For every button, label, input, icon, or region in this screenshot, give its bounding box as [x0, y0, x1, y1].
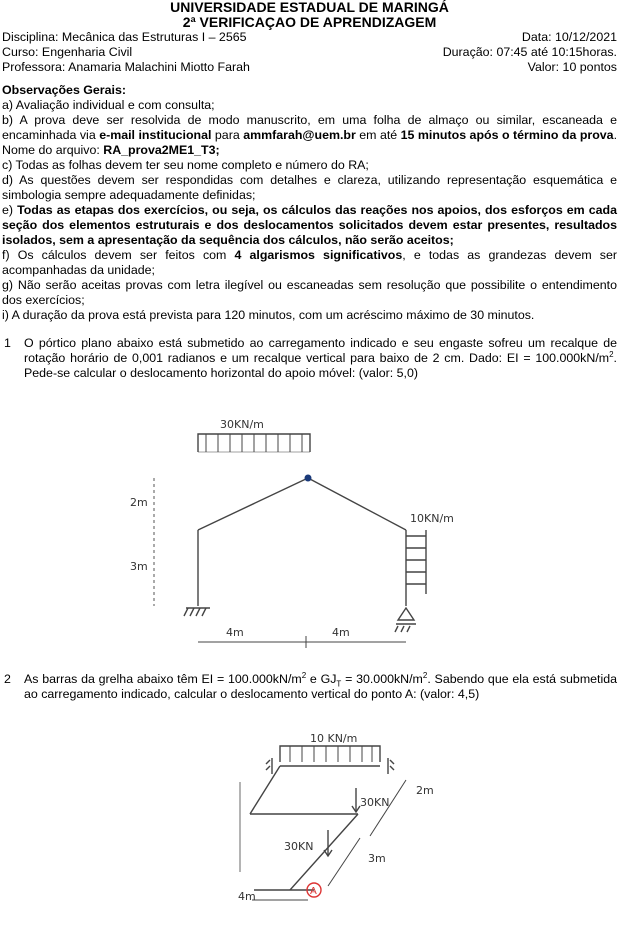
discipline: Disciplina: Mecânica das Estruturas I – 2565	[2, 30, 247, 44]
exam-date: Data: 10/12/2021	[521, 30, 617, 44]
question-2	[2, 672, 617, 702]
course: Curso: Engenharia Civil	[2, 45, 133, 59]
header-row-1	[2, 30, 617, 45]
exam-title: 2ª VERIFICAÇAO DE APRENDIZAGEM	[182, 14, 437, 30]
question-2-number: 2	[4, 672, 11, 686]
question-1-number: 1	[4, 336, 11, 350]
frame-span-left: 4m	[226, 626, 244, 639]
grid-figure	[210, 722, 450, 922]
obs-c: c) Todas as folhas devem ter seu nome completo e número do RA;	[2, 158, 369, 172]
frame-load-side: 10KN/m	[410, 512, 454, 525]
grid-point-load-2: 30KN	[284, 840, 314, 853]
grid-point-a: A	[310, 886, 317, 897]
grid-dim-2m: 2m	[416, 784, 434, 797]
obs-b: b) A prova deve ser resolvida de modo manuscrito, em uma folha de almaço ou similar, escaneada e encaminhada via e-mail institucional para ammfarah@uem.br em até 15 minutos após o término da prova. Nome do arquivo: RA_prova2ME1_T3;	[2, 113, 618, 157]
obs-i: i) A duração da prova está prevista para 120 minutos, com um acréscimo máximo de 30 minutos.	[2, 308, 535, 322]
duration: Duração: 07:45 até 10:15horas.	[442, 45, 617, 59]
exam-value: Valor: 10 pontos	[527, 60, 617, 74]
grid-dim-4m: 4m	[238, 890, 256, 903]
obs-f: f) Os cálculos devem ser feitos com 4 algarismos significativos, e todas as grandezas devem ser acompanhadas da unidade;	[2, 248, 618, 277]
question-1-text: O pórtico plano abaixo está submetido ao carregamento indicado e seu engaste sofreu um recalque de rotação horário de 0,001 radianos e um recalque vertical para baixo de 2 cm. Dado: EI = $100.000kN/m^2$. Pede-se calcular o deslocamento horizontal do apoio móvel: (valor: 5,0)	[24, 336, 617, 380]
header-row-2	[2, 45, 617, 60]
question-1	[2, 336, 617, 381]
professor: Professora: Anamaria Malachini Miotto Farah	[2, 60, 250, 74]
obs-d: d) As questões devem ser respondidas com detalhes e clareza, utilizando representação esquemática e simbologia sempre adequadamente definidas;	[2, 173, 617, 202]
email-address: ammfarah@uem.br	[243, 128, 356, 142]
grid-load-top: 10 KN/m	[310, 732, 358, 745]
frame-load-top: 30KN/m	[220, 418, 264, 431]
grid-dim-3m: 3m	[368, 852, 386, 865]
frame-dim-3m: 3m	[130, 560, 148, 573]
frame-dim-2m: 2m	[130, 496, 148, 509]
obs-g: g) Não serão aceitas provas com letra ilegível ou escaneadas sem resolução que possibilite o entendimento dos exercícios;	[2, 278, 617, 307]
frame-span-right: 4m	[332, 626, 350, 639]
observations-title: Observações Gerais:	[2, 83, 126, 97]
obs-a: a) Avaliação individual e com consulta;	[2, 98, 215, 112]
header-row-3	[2, 60, 617, 75]
file-name: RA_prova2ME1_T3;	[103, 143, 220, 157]
observations	[2, 83, 617, 323]
grid-point-load-1: 30KN	[360, 796, 390, 809]
obs-e: e) Todas as etapas dos exercícios, ou seja, os cálculos das reações nos apoios, dos esforços em cada seção dos elementos estruturais e dos deslocamentos solicitados devem estar presentes, resultados isolados, sem a apresentação da sequência dos cálculos, não serão aceitos;	[2, 203, 618, 247]
frame-figure	[110, 414, 460, 654]
university-name: UNIVERSIDADE ESTADUAL DE MARINGÁ	[170, 0, 449, 15]
question-2-text: As barras da grelha abaixo têm EI = $100.000kN/m^2$ e $GJ_T = 30.000kN/m^2$. Sabendo que ela está submetida ao carregamento indicado, calcular o deslocamento vertical do ponto A: (valor: 4,5)	[24, 670, 618, 701]
